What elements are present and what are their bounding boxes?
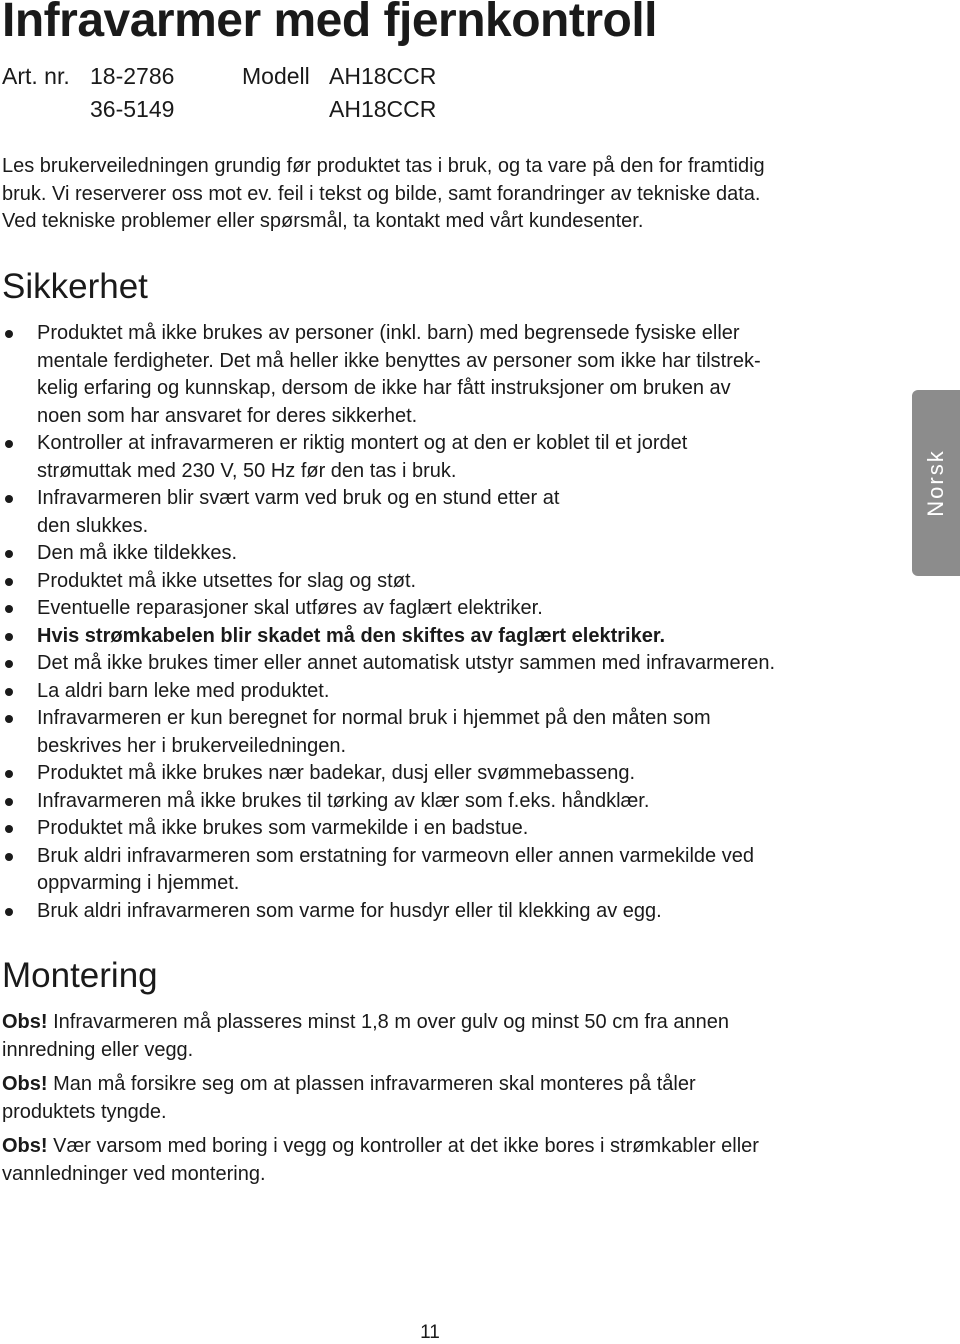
safety-item [0, 430, 880, 485]
bullet-icon [5, 798, 13, 806]
bullet-icon [5, 688, 13, 696]
safety-item-line: noen som har ansvaret for deres sikkerhet. [37, 404, 418, 427]
safety-item-line: Kontroller at infravarmeren er riktig montert og at den er koblet til et jordet [37, 432, 688, 454]
article-row [2, 93, 602, 126]
bullet-icon [5, 605, 13, 613]
safety-item-line: Produktet må ikke brukes nær badekar, dusj eller svømmebasseng. [37, 762, 636, 784]
safety-item [0, 540, 880, 568]
safety-item-line: Bruk aldri infravarmeren som varme for husdyr eller til klekking av egg. [37, 899, 662, 922]
bullet-icon [5, 550, 13, 558]
language-tab [912, 390, 960, 576]
note-text: Vær varsom med boring i vegg og kontroller at det ikke bores i strømkabler eller [47, 1135, 759, 1157]
safety-item-line: strømuttak med 230 V, 50 Hz før den tas i bruk. [37, 459, 457, 482]
mounting-note [2, 1133, 882, 1188]
intro-line: Ved tekniske problemer eller spørsmål, ta kontakt med vårt kundesenter. [2, 210, 644, 232]
article-number: 36-5149 [90, 96, 175, 122]
safety-item [0, 815, 880, 843]
note-label: Obs! [2, 1135, 48, 1157]
safety-item [0, 898, 880, 926]
safety-list [0, 320, 880, 925]
article-label: Art. nr. [2, 63, 70, 89]
bullet-icon [5, 440, 13, 448]
model-number: AH18CCR [329, 96, 437, 122]
bullet-icon [5, 330, 13, 338]
page-number: 11 [420, 1322, 440, 1343]
note-line [2, 1071, 882, 1099]
safety-item-line: Den må ikke tildekkes. [37, 542, 238, 564]
note-line [2, 1133, 882, 1161]
safety-item [0, 788, 880, 816]
safety-item [0, 760, 880, 788]
safety-heading: Sikkerhet [2, 267, 148, 306]
safety-item-line: Produktet må ikke brukes som varmekilde i en badstue. [37, 817, 529, 839]
note-label: Obs! [2, 1011, 48, 1033]
safety-item-line: den slukkes. [37, 514, 149, 537]
bullet-icon [5, 715, 13, 723]
safety-item [0, 568, 880, 596]
safety-item-line: Bruk aldri infravarmeren som erstatning for varmeovn eller annen varmekilde ved [37, 844, 754, 867]
safety-item [0, 650, 880, 678]
bullet-icon [5, 770, 13, 778]
note-label: Obs! [2, 1073, 48, 1095]
note-line: innredning eller vegg. [2, 1038, 194, 1061]
bullet-icon [5, 633, 13, 641]
safety-item [0, 705, 880, 760]
safety-item-line: Det må ikke brukes timer eller annet automatisk utstyr sammen med infravarmeren. [37, 652, 776, 674]
safety-item-line: mentale ferdigheter. Det må heller ikke benyttes av personer som ikke har tilstrek- [37, 349, 761, 372]
safety-item-line: Produktet må ikke utsettes for slag og støt. [37, 569, 417, 592]
safety-item-line: Infravarmeren må ikke brukes til tørking av klær som f.eks. håndklær. [37, 789, 650, 812]
bullet-icon [5, 660, 13, 668]
safety-item [0, 843, 880, 898]
safety-item-line: Infravarmeren blir svært varm ved bruk og en stund etter at [37, 487, 560, 509]
model-number: AH18CCR [329, 63, 437, 89]
intro-paragraph [2, 153, 862, 236]
intro-line: Les brukerveiledningen grundig før produktet tas i bruk, og ta vare på den for framtidig [2, 155, 765, 177]
safety-item-line: Infravarmeren er kun beregnet for normal bruk i hjemmet på den måten som [37, 707, 711, 729]
safety-item [0, 678, 880, 706]
note-line [2, 1009, 882, 1037]
bullet-icon [5, 578, 13, 586]
safety-item-line: Produktet må ikke brukes av personer (inkl. barn) med begrensede fysiske eller [37, 322, 740, 344]
note-text: Man må forsikre seg om at plassen infravarmeren skal monteres på tåler [47, 1073, 696, 1095]
bullet-icon [5, 853, 13, 861]
article-info [2, 60, 602, 126]
safety-item [0, 623, 880, 651]
note-text: Infravarmeren må plasseres minst 1,8 m over gulv og minst 50 cm fra annen [47, 1011, 729, 1033]
note-line: produktets tyngde. [2, 1100, 167, 1123]
mounting-heading: Montering [2, 956, 158, 995]
mounting-note [2, 1009, 882, 1064]
bullet-icon [5, 825, 13, 833]
safety-item-line: kelig erfaring og kunnskap, dersom de ikke har fått instruksjoner om bruken av [37, 377, 731, 399]
safety-item-line: beskrives her i brukerveiledningen. [37, 734, 347, 757]
safety-item [0, 320, 880, 430]
page-title: Infravarmer med fjernkontroll [2, 0, 658, 47]
bullet-icon [5, 908, 13, 916]
safety-item [0, 595, 880, 623]
bullet-icon [5, 495, 13, 503]
model-label: Modell [242, 63, 310, 89]
safety-item-line: Eventuelle reparasjoner skal utføres av faglært elektriker. [37, 597, 543, 619]
intro-line: bruk. Vi reserverer oss mot ev. feil i tekst og bilde, samt forandringer av tekniske data. [2, 182, 761, 205]
note-line: vannledninger ved montering. [2, 1162, 266, 1185]
safety-item [0, 485, 880, 540]
article-row [2, 60, 602, 93]
mounting-note [2, 1071, 882, 1126]
language-tab-label: Norsk [923, 449, 948, 517]
safety-item-line: Hvis strømkabelen blir skadet må den skiftes av faglært elektriker. [37, 624, 666, 647]
safety-item-line: La aldri barn leke med produktet. [37, 679, 330, 702]
safety-item-line: oppvarming i hjemmet. [37, 872, 240, 894]
article-number: 18-2786 [90, 63, 175, 89]
